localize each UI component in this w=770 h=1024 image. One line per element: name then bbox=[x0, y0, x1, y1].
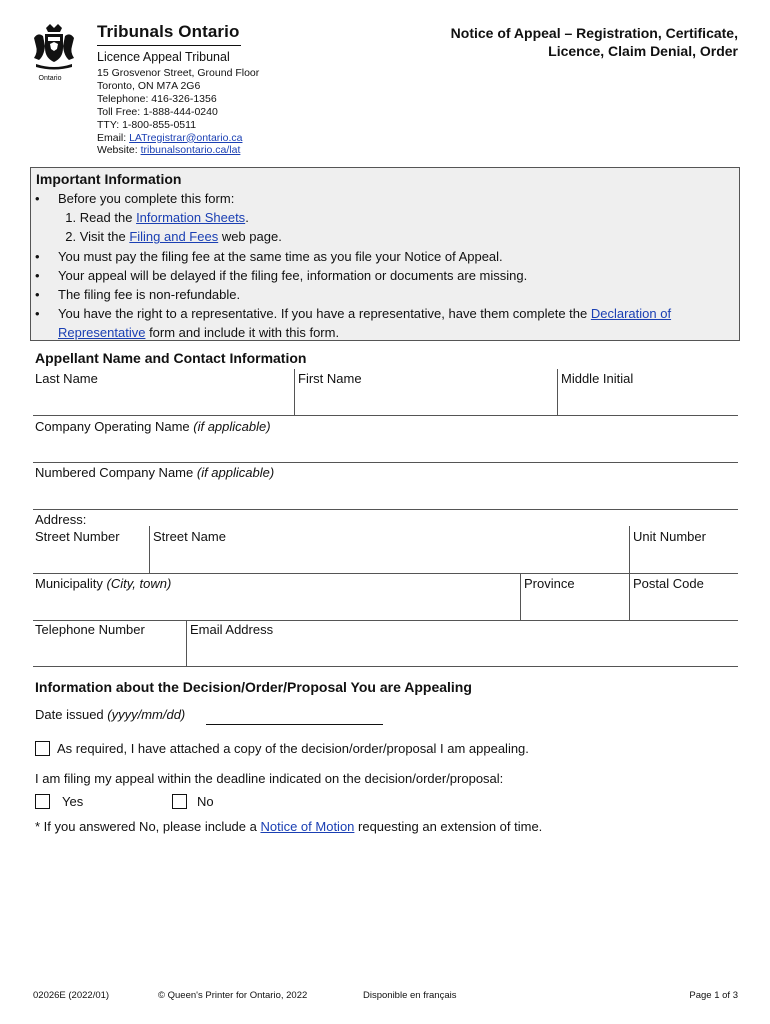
divider bbox=[149, 526, 150, 573]
tollfree-line: Toll Free: 1-888-444-0240 bbox=[97, 105, 218, 118]
information-sheets-link[interactable]: Information Sheets bbox=[136, 210, 246, 226]
date-issued-label: Date issued (yyyy/mm/dd) bbox=[35, 707, 186, 722]
ontario-wordmark: Ontario bbox=[38, 75, 62, 82]
divider bbox=[186, 620, 187, 666]
no-checkbox[interactable] bbox=[172, 794, 187, 809]
list-item: • The filing fee is non-refundable. bbox=[35, 287, 241, 303]
municipality-label: Municipality (City, town) bbox=[35, 576, 172, 591]
notice-of-motion-link[interactable]: Notice of Motion bbox=[260, 819, 355, 834]
list-subitem: 1. Read the Information Sheets. bbox=[65, 210, 249, 226]
divider bbox=[33, 462, 738, 463]
list-item: • You have the right to a representative. If you have a representative, have them complete the Declaration of Representative form and include it with this form. bbox=[35, 306, 672, 341]
company-operating-label: Company Operating Name (if applicable) bbox=[35, 419, 271, 434]
divider bbox=[33, 666, 738, 667]
street-number-label: Street Number bbox=[35, 529, 120, 544]
form-title: Notice of Appeal – Registration, Certificate, Licence, Claim Denial, Order bbox=[450, 25, 738, 59]
org-divider bbox=[97, 45, 241, 46]
contact-address bbox=[97, 67, 259, 157]
telephone-line: Telephone: 416-326-1356 bbox=[97, 92, 217, 105]
divider bbox=[33, 573, 738, 574]
unit-number-label: Unit Number bbox=[633, 529, 706, 544]
french-available: Disponible en français bbox=[363, 990, 457, 1001]
email-link[interactable]: LATregistrar@ontario.ca bbox=[129, 131, 243, 144]
declaration-link-cont[interactable]: Representative bbox=[58, 325, 146, 341]
appellant-section-title: Appellant Name and Contact Information bbox=[35, 350, 307, 366]
list-item: • You must pay the filing fee at the same time as you file your Notice of Appeal. bbox=[35, 248, 503, 264]
decision-section-title: Information about the Decision/Order/Proposal You are Appealing bbox=[35, 679, 472, 695]
address-line: Toronto, ON M7A 2G6 bbox=[97, 79, 201, 92]
ontario-crest-icon bbox=[30, 22, 78, 70]
divider bbox=[33, 509, 738, 510]
declaration-link[interactable]: Declaration of bbox=[590, 306, 672, 322]
telephone-label: Telephone Number bbox=[35, 622, 145, 637]
important-info-title: Important Information bbox=[36, 171, 182, 187]
attached-checkbox[interactable] bbox=[35, 741, 50, 756]
deadline-question: I am filing my appeal within the deadline indicated on the decision/order/proposal: bbox=[35, 771, 504, 786]
org-name: Tribunals Ontario bbox=[97, 22, 240, 41]
website-link[interactable]: tribunalsontario.ca/lat bbox=[140, 144, 241, 157]
province-label: Province bbox=[524, 576, 575, 591]
org-block bbox=[97, 22, 241, 64]
yes-label: Yes bbox=[62, 794, 84, 809]
website-line: Website: tribunalsontario.ca/lat bbox=[97, 144, 241, 157]
divider bbox=[629, 573, 630, 620]
no-label: No bbox=[197, 794, 214, 809]
divider bbox=[629, 526, 630, 573]
no-note: * If you answered No, please include a Notice of Motion requesting an extension of time. bbox=[35, 819, 543, 834]
tty-line: TTY: 1-800-855-0511 bbox=[97, 118, 197, 131]
list-item: • Your appeal will be delayed if the filing fee, information or documents are missing. bbox=[35, 267, 528, 283]
email-label: Email Address bbox=[190, 622, 274, 637]
divider bbox=[294, 369, 295, 415]
middle-initial-label: Middle Initial bbox=[561, 371, 634, 386]
address-line: 15 Grosvenor Street, Ground Floor bbox=[97, 67, 260, 79]
divider bbox=[557, 369, 558, 415]
list-item: • Before you complete this form: bbox=[35, 191, 235, 206]
ontario-logo bbox=[30, 22, 80, 82]
org-sub: Licence Appeal Tribunal bbox=[97, 50, 230, 64]
divider bbox=[520, 573, 521, 620]
last-name-label: Last Name bbox=[35, 371, 98, 386]
copyright: © Queen's Printer for Ontario, 2022 bbox=[158, 990, 308, 1001]
list-subitem: 2. Visit the Filing and Fees web page. bbox=[65, 229, 282, 245]
numbered-company-label: Numbered Company Name (if applicable) bbox=[35, 465, 275, 480]
postal-code-label: Postal Code bbox=[633, 576, 704, 591]
filing-fees-link[interactable]: Filing and Fees bbox=[129, 229, 219, 245]
yes-checkbox[interactable] bbox=[35, 794, 50, 809]
date-issued-input[interactable] bbox=[206, 724, 383, 725]
divider bbox=[33, 415, 738, 416]
attached-label: As required, I have attached a copy of the decision/order/proposal I am appealing. bbox=[57, 741, 529, 756]
important-info-list bbox=[31, 189, 739, 343]
email-line: Email: LATregistrar@ontario.ca bbox=[97, 131, 243, 144]
divider bbox=[33, 620, 738, 621]
first-name-label: First Name bbox=[298, 371, 362, 386]
street-name-label: Street Name bbox=[153, 529, 226, 544]
page-number: Page 1 of 3 bbox=[689, 990, 738, 1001]
form-number: 02026E (2022/01) bbox=[33, 990, 110, 1001]
important-info-box bbox=[30, 167, 740, 341]
address-label: Address: bbox=[35, 512, 87, 527]
